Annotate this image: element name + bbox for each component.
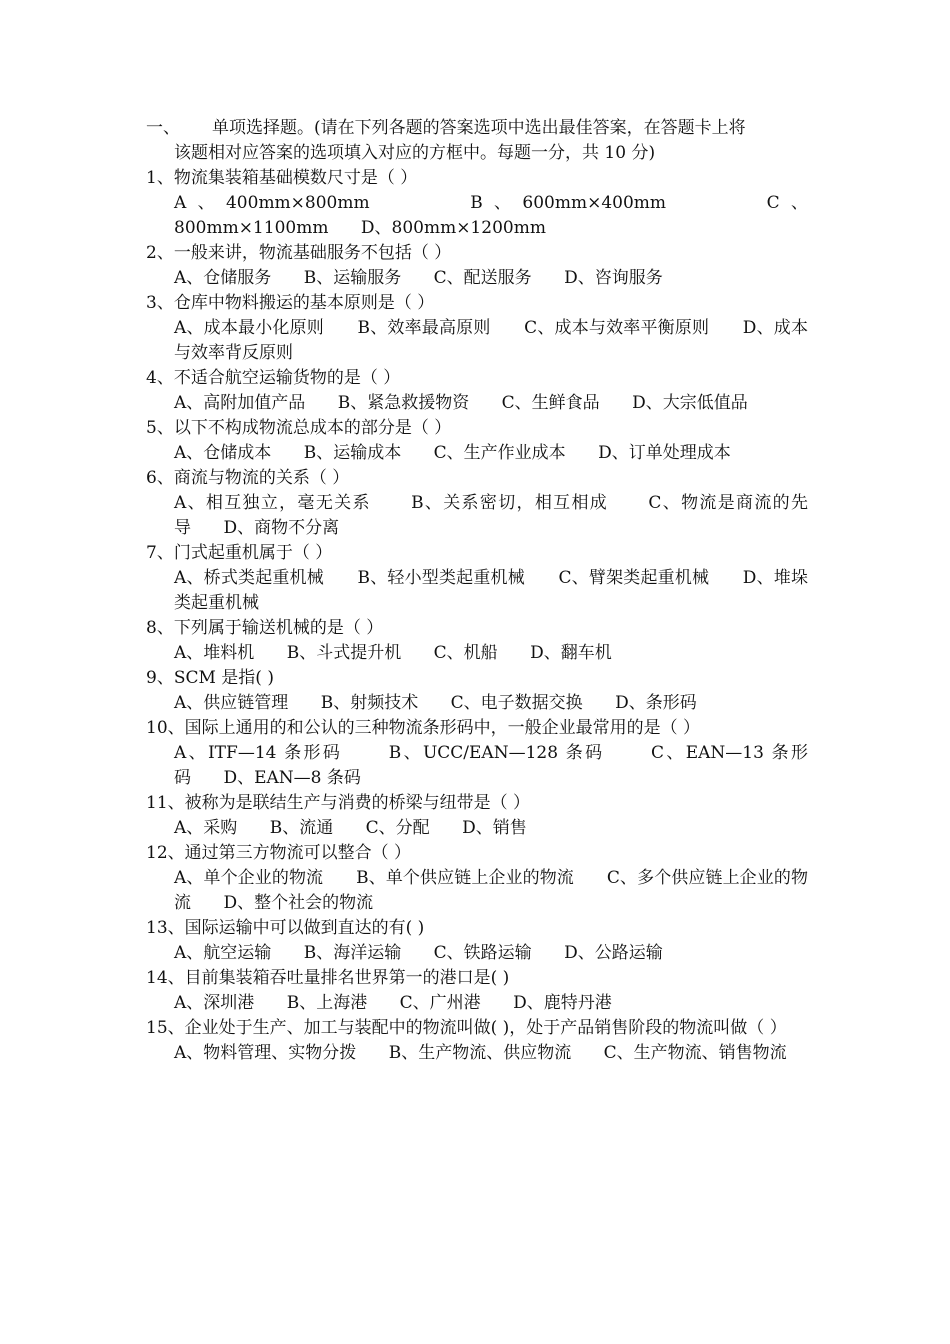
- option-text: A、仓储服务: [174, 268, 272, 288]
- option-text: C、生鲜食品: [501, 393, 600, 413]
- question-item: [146, 416, 808, 466]
- option-text: C、铁路运输: [433, 943, 532, 963]
- option-text: D、咨询服务: [564, 268, 663, 288]
- option-text: B、600mm×400mm: [470, 193, 667, 213]
- question-item: [146, 541, 808, 616]
- option-text: A、物料管理、实物分拨: [174, 1043, 357, 1063]
- option-text: B、运输服务: [303, 268, 402, 288]
- section-number: 一、: [146, 118, 180, 138]
- question-options: [146, 866, 808, 916]
- option-text: C、电子数据交换: [450, 693, 583, 713]
- option-text: C、物流是商流的先导: [174, 493, 808, 538]
- option-text: B、UCC/EAN—128 条码: [388, 743, 605, 763]
- question-stem: 15、企业处于生产、加工与装配中的物流叫做( )，处于产品销售阶段的物流叫做（ ）: [146, 1018, 787, 1038]
- option-text: D、EAN—8 条码: [223, 768, 361, 788]
- option-text: D、公路运输: [564, 943, 663, 963]
- question-options: [146, 991, 808, 1016]
- question-item: [146, 466, 808, 541]
- option-text: D、翻车机: [530, 643, 612, 663]
- option-text: B、上海港: [286, 993, 368, 1013]
- question-stem: 10、国际上通用的和公认的三种物流条形码中，一般企业最常用的是（ ）: [146, 718, 701, 738]
- question-options: [146, 566, 808, 616]
- option-text: A、高附加值产品: [174, 393, 306, 413]
- question-stem: 9、SCM 是指( ): [146, 668, 274, 688]
- question-stem: 8、下列属于输送机械的是（ ）: [146, 618, 384, 638]
- question-stem: 1、物流集装箱基础模数尺寸是（ ）: [146, 168, 418, 188]
- option-text: D、大宗低值品: [632, 393, 748, 413]
- option-text: B、海洋运输: [303, 943, 402, 963]
- question-item: [146, 366, 808, 416]
- question-item: [146, 291, 808, 366]
- option-text: C、生产作业成本: [433, 443, 566, 463]
- question-stem: 7、门式起重机属于（ ）: [146, 543, 333, 563]
- question-stem: 13、国际运输中可以做到直达的有( ): [146, 918, 425, 938]
- option-text: A、相互独立，毫无关系: [174, 493, 371, 513]
- option-text: D、销售: [462, 818, 527, 838]
- option-text: C、生产物流、销售物流: [603, 1043, 787, 1063]
- option-text: C、EAN—13 条形码: [174, 743, 808, 788]
- question-options: [146, 316, 808, 366]
- option-text: C、多个供应链上企业的物流: [174, 868, 808, 913]
- option-text: B、运输成本: [303, 443, 402, 463]
- option-text: B、生产物流、供应物流: [388, 1043, 572, 1063]
- question-item: [146, 916, 808, 966]
- option-text: D、堆垛类起重机械: [174, 568, 808, 613]
- question-stem: 2、一般来讲，物流基础服务不包括（ ）: [146, 243, 452, 263]
- option-text: D、整个社会的物流: [223, 893, 374, 913]
- question-item: [146, 166, 808, 241]
- option-text: A、采购: [174, 818, 238, 838]
- question-options: [146, 641, 808, 666]
- option-text: A、400mm×800mm: [174, 193, 370, 213]
- option-text: C、成本与效率平衡原则: [524, 318, 710, 338]
- option-text: B、单个供应链上企业的物流: [356, 868, 574, 888]
- option-text: C、配送服务: [433, 268, 532, 288]
- option-text: C、臂架类起重机械: [558, 568, 710, 588]
- question-options: [146, 191, 808, 241]
- question-item: [146, 966, 808, 1016]
- question-options: [146, 1041, 808, 1066]
- question-stem: 3、仓库中物料搬运的基本原则是（ ）: [146, 293, 435, 313]
- question-list: [146, 166, 808, 1066]
- question-item: [146, 616, 808, 666]
- option-text: A、供应链管理: [174, 693, 289, 713]
- option-text: B、流通: [269, 818, 334, 838]
- question-item: [146, 241, 808, 291]
- option-text: C、广州港: [399, 993, 481, 1013]
- question-options: [146, 941, 808, 966]
- option-text: C、机船: [433, 643, 498, 663]
- question-options: [146, 391, 808, 416]
- option-text: A、仓储成本: [174, 443, 272, 463]
- question-stem: 11、被称为是联结生产与消费的桥梁与纽带是（ ）: [146, 793, 531, 813]
- section-heading: [146, 116, 808, 141]
- option-text: A、ITF—14 条形码: [174, 743, 343, 763]
- question-item: [146, 666, 808, 716]
- option-text: B、射频技术: [320, 693, 419, 713]
- option-text: A、深圳港: [174, 993, 255, 1013]
- option-text: C、分配: [365, 818, 430, 838]
- option-text: D、800mm×1200mm: [360, 218, 546, 238]
- option-text: A、航空运输: [174, 943, 272, 963]
- option-text: B、效率最高原则: [357, 318, 491, 338]
- section-title: 单项选择题。(请在下列各题的答案选项中选出最佳答案，在答题卡上将: [212, 118, 746, 138]
- option-text: B、轻小型类起重机械: [357, 568, 525, 588]
- question-item: [146, 841, 808, 916]
- option-text: A、堆料机: [174, 643, 255, 663]
- option-text: B、斗式提升机: [286, 643, 402, 663]
- question-options: [146, 816, 808, 841]
- question-stem: 14、目前集装箱吞吐量排名世界第一的港口是( ): [146, 968, 510, 988]
- question-options: [146, 441, 808, 466]
- question-item: [146, 791, 808, 841]
- question-stem: 12、通过第三方物流可以整合（ ）: [146, 843, 412, 863]
- question-options: [146, 266, 808, 291]
- option-text: D、条形码: [615, 693, 697, 713]
- option-text: D、成本与效率背反原则: [174, 318, 808, 363]
- option-text: B、紧急救援物资: [337, 393, 470, 413]
- question-item: [146, 1016, 808, 1066]
- question-options: [146, 741, 808, 791]
- section-instructions: 该题相对应答案的选项填入对应的方框中。每题一分，共 10 分): [174, 143, 656, 163]
- option-text: A、桥式类起重机械: [174, 568, 324, 588]
- option-text: C、800mm×1100mm: [174, 193, 808, 238]
- option-text: A、单个企业的物流: [174, 868, 324, 888]
- question-stem: 5、以下不构成物流总成本的部分是（ ）: [146, 418, 452, 438]
- exam-content: [146, 116, 808, 1066]
- option-text: B、关系密切，相互相成: [411, 493, 609, 513]
- question-options: [146, 491, 808, 541]
- option-text: A、成本最小化原则: [174, 318, 324, 338]
- option-text: D、商物不分离: [223, 518, 340, 538]
- question-stem: 6、商流与物流的关系（ ）: [146, 468, 350, 488]
- question-stem: 4、不适合航空运输货物的是（ ）: [146, 368, 401, 388]
- question-item: [146, 716, 808, 791]
- option-text: D、鹿特丹港: [513, 993, 612, 1013]
- option-text: D、订单处理成本: [598, 443, 731, 463]
- question-options: [146, 691, 808, 716]
